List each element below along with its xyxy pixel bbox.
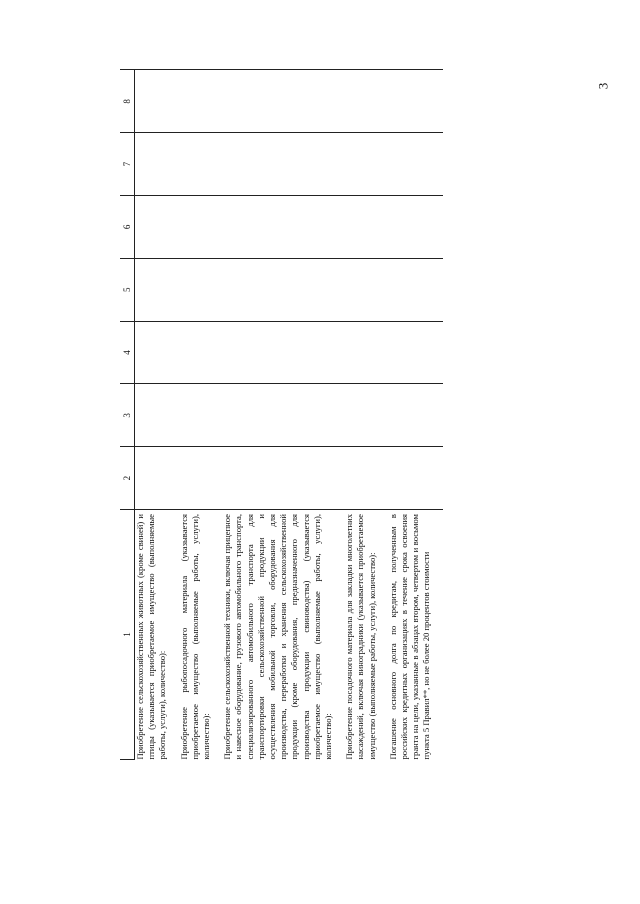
table-cell bbox=[135, 70, 179, 133]
page-number: 3 bbox=[595, 82, 611, 90]
table-cell bbox=[388, 196, 443, 259]
table-cell bbox=[222, 447, 344, 510]
table-cell bbox=[135, 258, 179, 321]
row-description: Приобретение сельскохозяйственных животных (кроме свиней) и птицы (указывается приобретаемое имущество (выполняемые работы, услуги), количество): bbox=[135, 514, 168, 760]
row-description: Приобретение сельскохозяйственной техники, включая прицепное и навесное оборудование, грузового автомобильного транспорта, специализированного автомобильного транспорта для транспортировки сельскохозяйственной продукции и осуществления мобильной торговли, оборудования для производства, переработки и хранения сельскохозяйственной продукции (кроме оборудования, предназначенного для производства продукции свиноводства) (указывается приобретаемое имущество (выполняемые работы, услуги), количество): bbox=[222, 514, 334, 760]
header-row bbox=[120, 70, 135, 760]
column-header-3: 3 bbox=[120, 384, 135, 447]
column-header-6: 6 bbox=[120, 196, 135, 259]
table-cell bbox=[388, 70, 443, 133]
table-cell bbox=[179, 133, 223, 196]
table-cell bbox=[179, 321, 223, 384]
rotated-table-container bbox=[120, 70, 620, 760]
table-cell bbox=[388, 447, 443, 510]
table-cell bbox=[344, 447, 388, 510]
column-header-4: 4 bbox=[120, 321, 135, 384]
table-row bbox=[222, 70, 344, 760]
table-cell bbox=[135, 321, 179, 384]
table-cell bbox=[222, 196, 344, 259]
table-cell bbox=[135, 133, 179, 196]
row-description: Приобретение рыбопосадочного материала (указывается приобретаемое имущество (выполняемые работы, услуги), количество): bbox=[178, 514, 212, 760]
table-cell bbox=[179, 196, 223, 259]
table-cell bbox=[344, 70, 388, 133]
table-cell bbox=[179, 384, 223, 447]
table-cell bbox=[388, 384, 443, 447]
table-cell bbox=[388, 258, 443, 321]
grant-expense-table bbox=[120, 69, 443, 760]
table-row bbox=[135, 70, 179, 760]
table-cell bbox=[344, 133, 388, 196]
table-cell bbox=[388, 321, 443, 384]
table-cell bbox=[344, 258, 388, 321]
table-cell bbox=[344, 196, 388, 259]
table-cell bbox=[344, 321, 388, 384]
table-cell bbox=[179, 70, 223, 133]
table-cell bbox=[135, 196, 179, 259]
table-cell bbox=[222, 384, 344, 447]
table-cell bbox=[344, 384, 388, 447]
table-cell bbox=[179, 447, 223, 510]
table-cell bbox=[222, 321, 344, 384]
table-row bbox=[344, 70, 388, 760]
table-row bbox=[179, 70, 223, 760]
table-cell bbox=[222, 70, 344, 133]
table-cell bbox=[179, 258, 223, 321]
row-description: Приобретение посадочного материала для закладки многолетних насаждений, включая виноградники (указывается приобретаемое имущество (выполняемые работы, услуги), количество): bbox=[344, 514, 377, 760]
column-header-5: 5 bbox=[120, 258, 135, 321]
table-cell bbox=[222, 258, 344, 321]
table-cell bbox=[135, 384, 179, 447]
table-cell bbox=[135, 447, 179, 510]
column-header-2: 2 bbox=[120, 447, 135, 510]
row-description: Погашение основного долга по кредитам, полученным в российских кредитных организациях в течение срока освоения гранта на цели, указанные в абзацах втором, четвертом и восьмом пункта 5 Правил**, но не более 20 процентов стоимости bbox=[387, 514, 432, 760]
table-cell bbox=[222, 133, 344, 196]
column-header-7: 7 bbox=[120, 133, 135, 196]
table-cell bbox=[388, 133, 443, 196]
column-header-8: 8 bbox=[120, 70, 135, 133]
column-header-1: 1 bbox=[120, 510, 135, 760]
table-row bbox=[388, 70, 443, 760]
